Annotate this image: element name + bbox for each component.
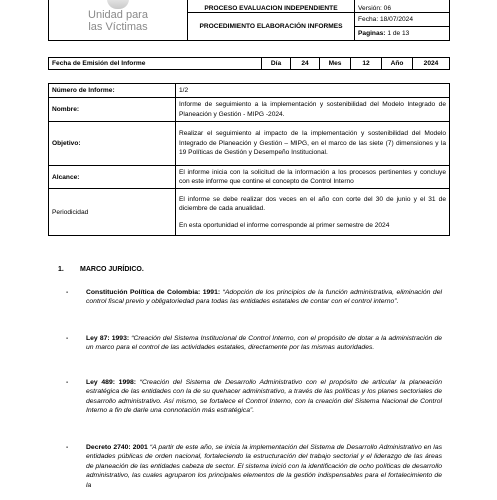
month-value: 12 [351,58,382,70]
logo-line1: Unidad para [88,8,148,21]
report-info-table [48,83,450,236]
day-label: Día [262,58,291,70]
info-value: 1/2 [176,84,450,98]
law-title: Constitución Política de Colombia: 1991: [86,289,221,296]
info-value: Informe de seguimiento a la implementación y sostenibilidad del Modelo Integrado de Planeación y Gestión - MIPG -2024. [176,98,450,122]
section-number: 1. [58,266,64,273]
info-label: Número de Informe: [49,84,176,98]
logo-line2: las Víctimas [88,20,148,33]
year-value: 2024 [413,58,450,70]
info-value: Realizar el seguimiento al impacto de la implementación y sostenibilidad del Modelo Integrado de Planeación y Gestión – MIPG, en el marco de las siete (7) dimensiones y la 19 Políticas de Gestión y Desempeño Institucional. [176,121,450,165]
info-label: Nombre: [49,98,176,122]
section-title: MARCO JURÍDICO. [80,266,144,273]
law-text: “Creación del Sistema de Desarrollo Administrativo con el propósito de articular la planeación estratégica de las entidades con la de su quehacer administrativo, a través de las políticas y los planes sectoriales de desarrollo administrativo. Así mismo, se fortalece el Control Interno, con la creación del Sistema Nacional de Control Interno a fin de darle una connotación más estratégica”. [86,379,443,415]
periodicity-note: En esta oportunidad el informe corresponde al primer semestre de 2024 [179,222,390,230]
doc-date: Fecha: 18/07/2024 [355,13,450,27]
info-label: Objetivo: [49,121,176,165]
law-text: “Adopción de los principios de la función administrativa, eliminación del control fiscal previo y obligatoriedad para todas las entidades estatales de contar con el control interno”. [86,289,443,306]
month-label: Mes [320,58,351,70]
bullet-dash: - [66,379,69,386]
law-title: Ley 87: 1993: [86,335,130,342]
list-item [66,378,443,416]
law-title: Decreto 2740: 2001 [86,444,148,451]
info-label: Alcance: [49,165,176,189]
document-header [48,0,450,41]
day-value: 24 [291,58,320,70]
emission-date-table [48,57,450,70]
year-label: Año [382,58,413,70]
process-name: PROCESO EVALUACION INDEPENDIENTE [188,0,355,13]
list-item [66,334,442,353]
bullet-dash: - [66,444,69,451]
pages-label: Paginas: [358,30,386,37]
pages-value: 1 de 13 [387,30,410,37]
periodicity-text: El informe se debe realizar dos veces en el año con corte del 30 de junio y el 31 de diciembre de cada anualidad. [179,195,446,212]
bullet-dash: - [66,289,69,296]
law-title: Ley 489: 1998: [86,379,137,386]
version: Versión: 06 [355,0,450,13]
pages [355,27,450,41]
logo [49,0,188,41]
emission-label: Fecha de Emisión del Informe [49,58,262,70]
section-heading [58,266,144,273]
bullet-dash: - [66,335,69,342]
law-text: “Creación del Sistema Institucional de Control Interno, con el propósito de dotar a la administración de un marco para el control de las actividades estatales, directamente por las mismas autoridades. [86,335,442,352]
emblem-icon [107,0,129,9]
info-value [176,189,450,236]
law-text: “A partir de este año, se inicia la implementación del Sistema de Desarrollo Administrativo en las entidades públicas de orden nacional, fortaleciendo la estructuración del trabajo sectorial y el liderazgo de las áreas de planeación de las entidades cabeza de sector. El sistema inició con la identificación de ocho políticas de desarrollo administrativo, las cuales agruparon los principales elementos de la gestión indispensables para el fortalecimiento de la [86,444,442,489]
info-label: Periodicidad [49,189,176,236]
procedure-name: PROCEDIMIENTO ELABORACIÓN INFORMES [188,13,355,41]
list-item [66,288,443,307]
info-value: El informe inicia con la solicitud de la información a los procesos pertinentes y concluye con este informe que contine el concepto de Control Interno [176,165,450,189]
list-item [66,443,442,490]
